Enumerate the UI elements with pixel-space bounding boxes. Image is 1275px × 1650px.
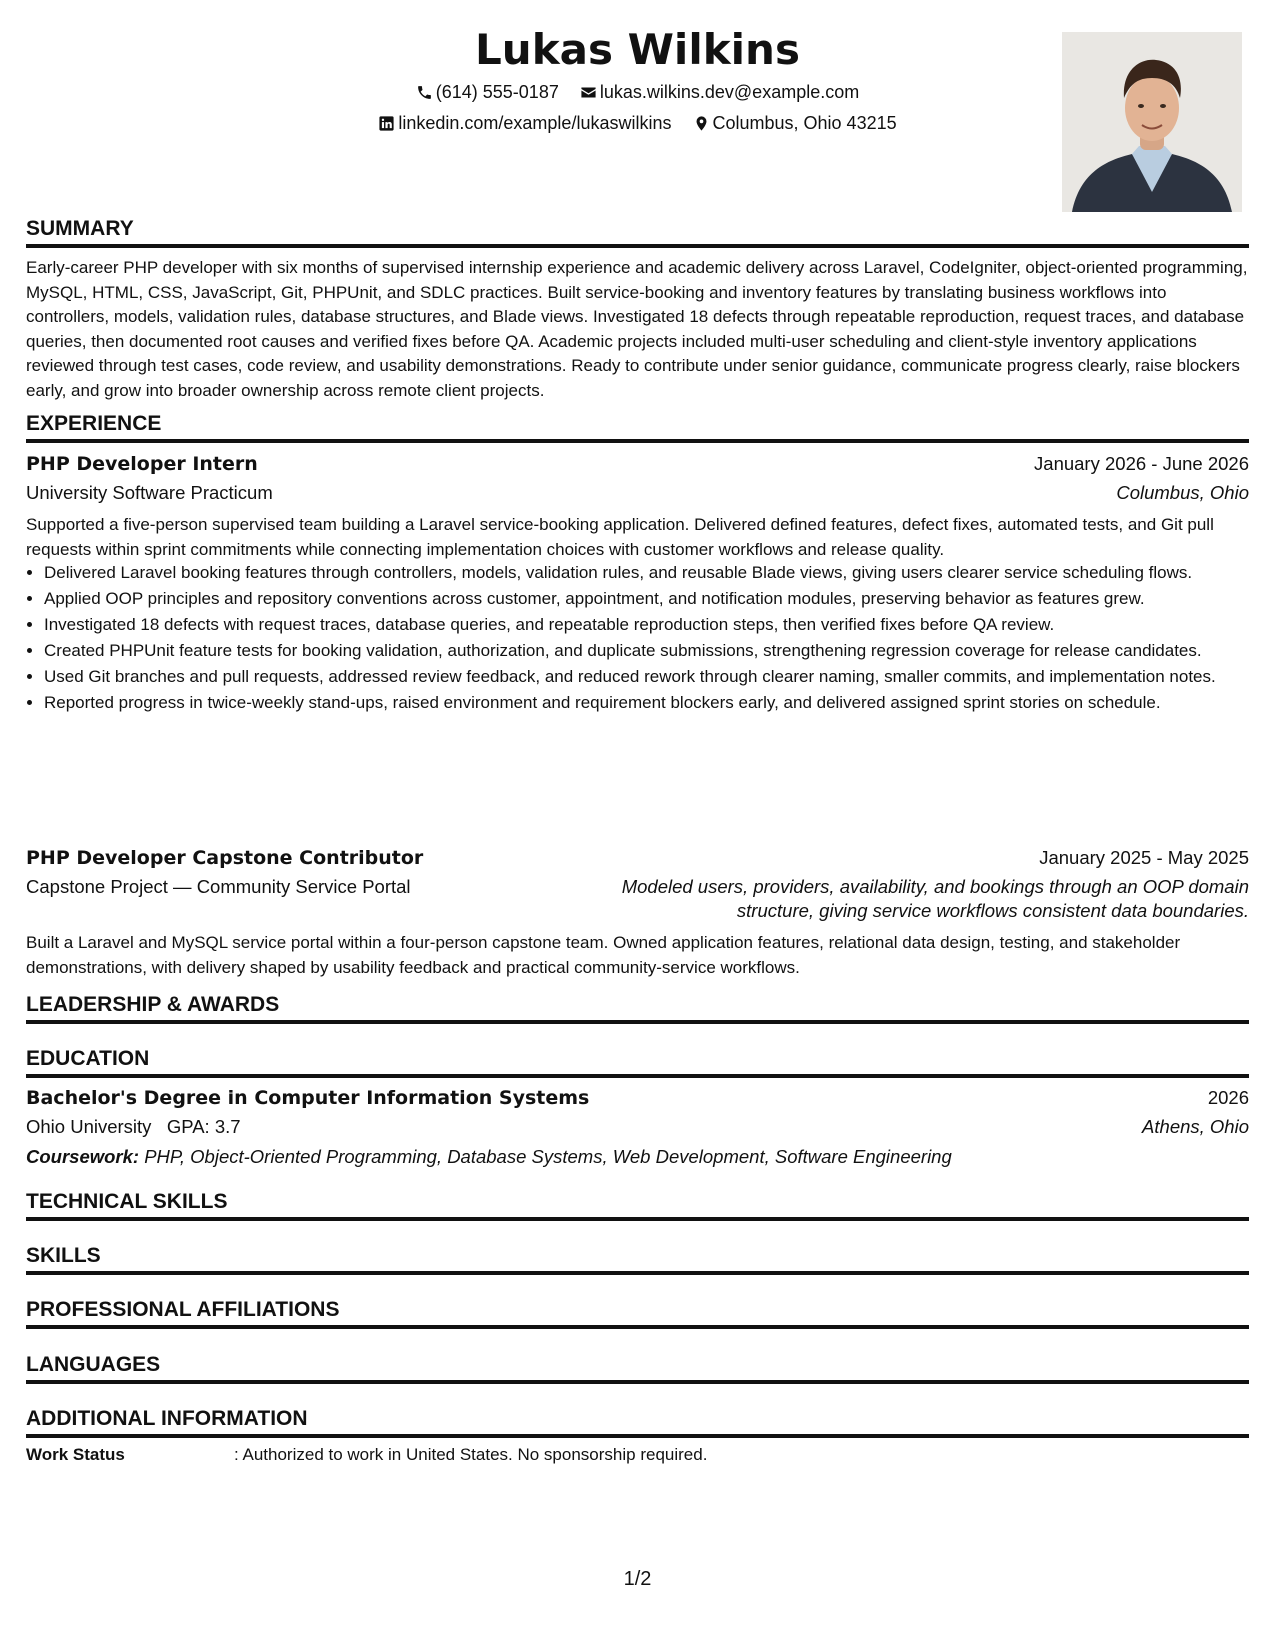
job-2-role: PHP Developer Capstone Contributor [26,847,424,869]
technical-skills-heading: TECHNICAL SKILLS [26,1189,1249,1221]
map-pin-icon [693,115,710,132]
job-2-org: Capstone Project — Community Service Portal [26,876,411,897]
skills-heading: SKILLS [26,1243,1249,1275]
degree-title: Bachelor's Degree in Computer Information Systems [26,1087,590,1109]
phone-text: (614) 555-0187 [435,82,559,102]
list-item: • Applied OOP principles and repository conventions across customer, appointment, and notification modules, preserving behavior as features grew. [44,587,1267,612]
job-1-dates: January 2026 - June 2026 [1034,453,1249,474]
list-item: • Delivered Laravel booking features through controllers, models, validation rules, and reusable Blade views, giving users clearer service scheduling flows. [44,561,1267,586]
summary-heading: SUMMARY [26,216,1249,248]
job-2-description: Built a Laravel and MySQL service portal within a four-person capstone team. Owned application features, relational data design, testing, and stakeholder demonstrations, with delivery shaped by usability feedback and practical community-service workflows. [26,933,1181,977]
profile-photo [1062,32,1242,212]
job-1-org: University Software Practicum [26,482,273,503]
resume-header [26,24,1249,214]
graduation-year: 2026 [1207,1087,1249,1108]
list-item: • Created PHPUnit feature tests for booking validation, authorization, and duplicate submissions, strengthening regression coverage for release candidates. [44,639,1267,664]
page-number: 1/2 [623,1568,652,1590]
languages-heading: LANGUAGES [26,1352,1249,1384]
school-location: Athens, Ohio [1142,1116,1249,1137]
linkedin-contact[interactable] [378,111,671,135]
work-status-label: Work Status [26,1445,125,1464]
phone-icon [416,84,433,101]
list-item: • Reported progress in twice-weekly stand-ups, raised environment and requirement blockers early, and delivered assigned sprint stories on schedule. [44,691,1267,716]
job-1-role: PHP Developer Intern [26,453,258,475]
linkedin-icon [378,115,395,132]
additional-info-heading: ADDITIONAL INFORMATION [26,1406,1249,1438]
email-contact[interactable] [580,80,859,104]
coursework-label: Coursework: [26,1146,140,1167]
affiliations-heading: PROFESSIONAL AFFILIATIONS [26,1297,1249,1329]
linkedin-text[interactable]: linkedin.com/example/lukaswilkins [398,113,672,133]
experience-heading: EXPERIENCE [26,411,1249,443]
job-2-subheader [26,875,1249,927]
job-1-description: Supported a five-person supervised team building a Laravel service-booking application. Delivered defined features, defect fixes, automated tests, and Git pull requests within sprint commitments while connecting implementation choices with customer workflows and release quality. [26,515,1214,559]
coursework [26,1145,952,1169]
school-info [26,1115,241,1139]
leadership-heading: LEADERSHIP & AWARDS [26,992,1249,1024]
job-1-location: Columbus, Ohio [1116,482,1249,503]
list-item: • Used Git branches and pull requests, addressed review feedback, and reduced rework through clearer naming, smaller commits, and implementation notes. [44,665,1267,690]
phone-contact [416,80,559,104]
work-status-value: : Authorized to work in United States. No sponsorship required. [234,1445,708,1464]
email-text[interactable]: lukas.wilkins.dev@example.com [599,82,860,102]
resume-page [26,0,1249,1650]
job-2-dates: January 2025 - May 2025 [1039,847,1249,868]
coursework-list: PHP, Object-Oriented Programming, Database Systems, Web Development, Software Engineering [144,1146,952,1167]
job-2-location: Modeled users, providers, availability, and bookings through an OOP domain structure, giving service workflows consistent data boundaries. [621,876,1249,921]
education-heading: EDUCATION [26,1046,1249,1078]
job-1-bullets [26,561,1267,717]
school-name: Ohio University [26,1116,152,1137]
list-item: • Investigated 18 defects with request traces, database queries, and repeatable reproduction steps, then verified fixes before QA review. [44,613,1267,638]
envelope-icon [580,84,597,101]
gpa: GPA: 3.7 [166,1116,241,1137]
location-text: Columbus, Ohio 43215 [712,113,897,133]
summary-text: Early-career PHP developer with six months of supervised internship experience and academic delivery across Laravel, CodeIgniter, object-oriented programming, MySQL, HTML, CSS, JavaScript, Git, PHPUnit, and SDLC practices. Built service-booking and inventory features by translating business workflows into controllers, models, validation rules, database structures, and Blade views. Investigated 18 defects through repeatable reproduction, request traces, and database queries, then documented root causes and verified fixes before QA. Academic projects included multi-user scheduling and client-style inventory applications reviewed through test cases, code review, and usability demonstrations. Ready to contribute under senior guidance, communicate progress clearly, raise blockers early, and grow into broader ownership across remote client projects. [26,258,1248,400]
candidate-name: Lukas Wilkins [475,25,800,74]
location-contact [693,111,897,135]
